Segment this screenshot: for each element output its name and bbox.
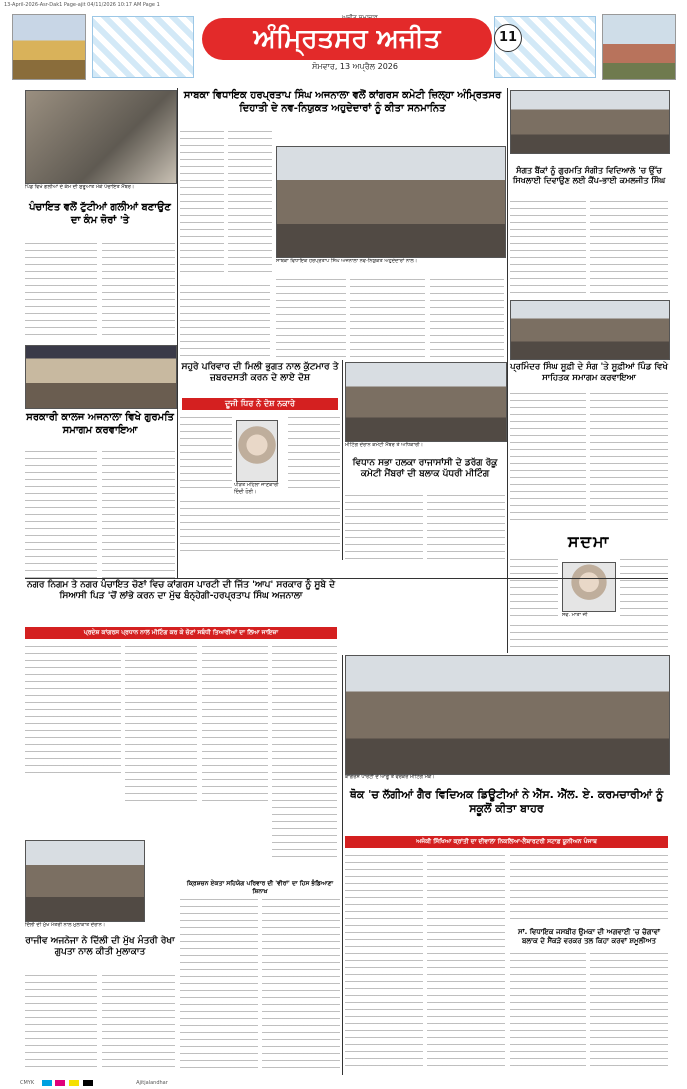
body-text — [180, 498, 340, 556]
body-text — [427, 852, 505, 1072]
village-lane-photo — [25, 90, 177, 184]
body-text — [25, 240, 97, 340]
body-text — [180, 414, 232, 494]
body-text — [345, 852, 423, 1072]
body-text — [620, 556, 668, 618]
body-text — [427, 492, 505, 562]
body-text — [345, 492, 423, 562]
photo-caption: ਸਵ. ਮਾਤਾ ਜੀ — [562, 612, 588, 618]
body-text — [25, 448, 97, 578]
story-headline: ਨਗਰ ਨਿਗਮ ਤੇ ਨਗਰ ਪੰਚਾਇਤ ਚੋਣਾਂ ਵਿਚ ਕਾਂਗਰਸ ਪਾਰਟੀ ਦੀ ਜਿੱਤ 'ਆਪ' ਸਰਕਾਰ ਨੂੰ ਸੂਬੇ ਦੇ ਸਿਆਸੀ ਪਿੜ 'ਚੋਂ ਲਾਂਭੇ ਕਰਨ ਦਾ ਮੁੱਢ ਬੰਨ੍ਹੇਗੀ-ਹਰਪ੍ਰਤਾਪ ਸਿੰਘ ਅਜਨਾਲਾ — [26, 580, 336, 602]
body-text — [510, 556, 558, 618]
body-text — [180, 128, 224, 278]
body-text — [202, 643, 268, 803]
photo-caption: ਦਿੱਲੀ ਦੀ ਮੁੱਖ ਮੰਤਰੀ ਨਾਲ ਮੁਲਾਕਾਤ ਦੌਰਾਨ। — [25, 922, 106, 928]
story-headline: ਪ੍ਰਮਿੰਦਰ ਸਿੰਘ ਸੂਫ਼ੀ ਦੇ ਸੰਗ 'ਤੇ ਸੂਫ਼ੀਆਂ ਪਿੰਡ ਵਿਖੇ ਸਾਹਿਤਕ ਸਮਾਗਮ ਕਰਵਾਇਆ — [510, 362, 668, 383]
story-headline: ਸਾਂ. ਵਿਧਾਇਕ ਜਸਬੀਰ ਉਮਕਾ ਦੀ ਅਗਵਾਈ 'ਚ ਚੋਗਾਵਾਂ ਬਲਾਕ ਦੇ ਸੈਂਕੜੇ ਵਰਕਰ ਤਲ ਕਿਹਾ ਕਰਵਾਂ ਸ਼ਮੂਲੀਅਤ — [517, 928, 661, 945]
body-text — [430, 276, 504, 358]
body-text — [125, 643, 197, 803]
photo-caption: ਸਾਬਕਾ ਵਿਧਾਇਕ ਹਰਪ੍ਰਤਾਪ ਸਿੰਘ ਅਜਨਾਲਾ ਨਵ-ਨਿਯੁਕਤ ਅਹੁਦੇਦਾਰਾਂ ਨਾਲ। — [276, 258, 418, 264]
story-headline: ਸਹੁਰੇ ਪਰਿਵਾਰ ਦੀ ਮਿਲੀ ਭੁਗਤ ਨਾਲ ਕੁੱਟਮਾਰ ਤੇ ਜ਼ਬਰਦਸਤੀ ਕਰਨ ਦੇ ਲਾਏ ਦੋਸ਼ — [181, 362, 339, 384]
decorative-pattern-left — [92, 16, 194, 78]
body-text — [25, 643, 121, 773]
story-headline: ਰਾਜੀਵ ਅਜਨੇਜਾ ਨੇ ਦਿੱਲੀ ਦੀ ਮੁੱਖ ਮੰਤਰੀ ਰੇਖਾ ਗੁਪਤਾ ਨਾਲ ਕੀਤੀ ਮੁਲਾਕਾਤ — [25, 936, 175, 958]
column-rule — [342, 360, 343, 560]
issue-date: ਸੋਮਵਾਰ, 13 ਅਪ੍ਰੈਲ 2026 — [312, 62, 398, 71]
story-subhead: ਦੂਜੀ ਧਿਰ ਨੇ ਦੋਸ਼ ਨਕਾਰੇ — [182, 398, 338, 410]
gurmat-event-photo — [25, 345, 177, 409]
obituary-headline: ਸਦਮਾ — [567, 532, 611, 551]
story-subhead: ਪ੍ਰਦੇਸ਼ ਕਾਂਗਰਸ ਪ੍ਰਧਾਨ ਨਾਲ ਮੀਟਿੰਗ ਕਰ ਕੇ ਚੋਣਾਂ ਸਬੰਧੀ ਤਿਆਰੀਆਂ ਦਾ ਲਿਆ ਜਾਇਜ਼ਾ — [25, 627, 337, 639]
masthead — [12, 12, 676, 84]
body-text — [590, 198, 668, 298]
paper-title: ਅੰਮ੍ਰਿਤਸਰ ਅਜੀਤ — [202, 18, 492, 60]
column-rule — [177, 88, 178, 578]
story-headline: ਸਰਕਾਰੀ ਕਾਲਜ ਅਜਨਾਲਾ ਵਿਖੇ ਗੁਰਮਤਿ ਸਮਾਗਮ ਕਰਵਾਇਆ — [26, 412, 174, 436]
body-text — [272, 643, 337, 863]
body-text — [102, 448, 175, 578]
body-text — [510, 950, 586, 1072]
story-headline: ਕ੍ਰਿਸ਼ਚਨ ਏਕਤਾ ਸਹਿਯੋਗ ਪਰਿਵਾਰ ਦੀ 'ਵੀਰਾਂ' ਦਾ ਹਿਸ ਭੰਡਿਆਣਾ ਸ਼ਿਨਾਖ਼ — [186, 880, 334, 895]
body-text — [510, 622, 668, 650]
story-headline: ਵਿਧਾਨ ਸਭਾ ਹਲਕਾ ਰਾਜਾਸਾਂਸੀ ਦੇ ਡਰੱਗ ਰੋਕੂ ਕਮੇਟੀ ਮੈਂਬਰਾਂ ਦੀ ਬਲਾਕ ਪੱਧਰੀ ਮੀਟਿੰਗ — [352, 458, 498, 480]
story-headline: ਪੰਚਾਇਤ ਵਲੋਂ ਟੁੱਟੀਆਂ ਗਲੀਆਂ ਬਣਾਉਣ ਦਾ ਕੰਮ ਜ਼ੋਰਾਂ 'ਤੇ — [29, 202, 171, 226]
footer-strip — [0, 1078, 687, 1089]
yellow-swatch — [69, 1080, 79, 1086]
file-info-strip: 13-April-2026-Asr-Dak1 Page-ajit 04/11/2026 10:17 AM Page 1 — [4, 2, 160, 8]
body-text — [590, 390, 668, 522]
elder-portrait-photo — [562, 562, 616, 612]
body-text — [102, 240, 175, 340]
photo-caption: ਕਾਂਗਰਸ ਪਾਰਟੀ ਦੇ ਆਗੂ ਤੇ ਵਰਕਰ ਮੀਟਿੰਗ ਮੌਕੇ। — [345, 774, 435, 780]
photo-caption: ਪਿੰਡ ਵਿਖੇ ਗਲੀਆਂ ਦੇ ਕੰਮ ਦੀ ਸ਼ੁਰੂਆਤ ਮੌਕੇ ਪੰਚਾਇਤ ਮੈਂਬਰ। — [25, 184, 135, 190]
rajiv-meeting-photo — [25, 840, 145, 922]
heritage-building-photo — [602, 14, 676, 80]
congress-group-photo — [276, 146, 506, 258]
photo-caption: ਮੀਟਿੰਗ ਦੌਰਾਨ ਕਮੇਟੀ ਮੈਂਬਰ ਤੇ ਅਧਿਕਾਰੀ। — [345, 442, 423, 448]
magenta-swatch — [55, 1080, 65, 1086]
photo-caption: ਪੀੜਤ ਮਹਿਲਾ ਜਾਣਕਾਰੀ ਦਿੰਦੀ ਹੋਈ। — [234, 482, 279, 494]
woman-portrait-photo — [236, 420, 278, 482]
color-label: CMYK — [20, 1080, 35, 1086]
cyan-swatch — [42, 1080, 52, 1086]
story-headline: ਸੰਗਤ ਬੈਂਕਾਂ ਨੂੰ ਗੁਰਮਤਿ ਸੰਗੀਤ ਵਿਦਿਆਲੇ 'ਚ ਉੱਚ ਸਿਖਲਾਈ ਦਿਵਾਉਣ ਲਈ ਕੈਂਪ-ਭਾਈ ਕਮਲਜੀਤ ਸਿੰਘ — [512, 166, 666, 185]
page-number: 11 — [494, 24, 522, 52]
body-text — [25, 972, 97, 1072]
column-rule — [507, 88, 508, 653]
golden-temple-photo — [12, 14, 86, 80]
story-subhead: ਅਜੋਕੀ ਸਿੱਖਿਆ ਕ੍ਰਾਂਤੀ ਦਾ ਦੀਵਾਲਾ ਨਿਕਲਿਆ-ਲੈਬਾਰਟਰੀ ਸਟਾਫ਼ ਯੂਨੀਅਨ ਪੰਜਾਬ — [345, 836, 668, 848]
column-rule — [342, 655, 343, 1075]
body-text — [276, 276, 346, 358]
story-headline: ਥੋਕ 'ਚ ਲੱਗੀਆਂ ਗੈਰ ਵਿਦਿਅਕ ਡਿਊਟੀਆਂ ਨੇ ਐੱਸ. ਐੱਲ. ਏ. ਕਰਮਚਾਰੀਆਂ ਨੂੰ ਸਕੂਲੋਂ ਕੀਤਾ ਬਾਹਰ — [349, 788, 664, 815]
meeting-photo — [345, 362, 507, 442]
body-text — [288, 414, 340, 494]
sangat-photo — [510, 90, 670, 154]
body-text — [102, 972, 175, 1072]
large-group-photo — [345, 655, 670, 775]
black-swatch — [83, 1080, 93, 1086]
body-text — [510, 390, 586, 522]
lead-headline: ਸਾਬਕਾ ਵਿਧਾਇਕ ਹਰਪ੍ਰਤਾਪ ਸਿੰਘ ਅਜਨਾਲਾ ਵਲੋਂ ਕਾਂਗਰਸ ਕਮੇਟੀ ਜ਼ਿਲ੍ਹਾ ਅੰਮ੍ਰਿਤਸਰ ਦਿਹਾਤੀ ਦੇ ਨਵ-ਨਿਯੁਕਤ ਅਹੁਦੇਦਾਰਾਂ ਨੂੰ ਕੀਤਾ ਸਨਮਾਨਿਤ — [183, 90, 502, 114]
body-text — [228, 128, 272, 278]
footer-marks: Ajitjalandhar — [136, 1080, 168, 1086]
body-text — [350, 276, 425, 358]
body-text — [590, 950, 668, 1072]
body-text — [262, 896, 340, 1072]
body-text — [180, 282, 270, 358]
body-text — [510, 198, 586, 298]
body-text — [510, 852, 668, 922]
section-rule — [25, 578, 668, 579]
literary-event-photo — [510, 300, 670, 360]
body-text — [180, 896, 258, 1072]
